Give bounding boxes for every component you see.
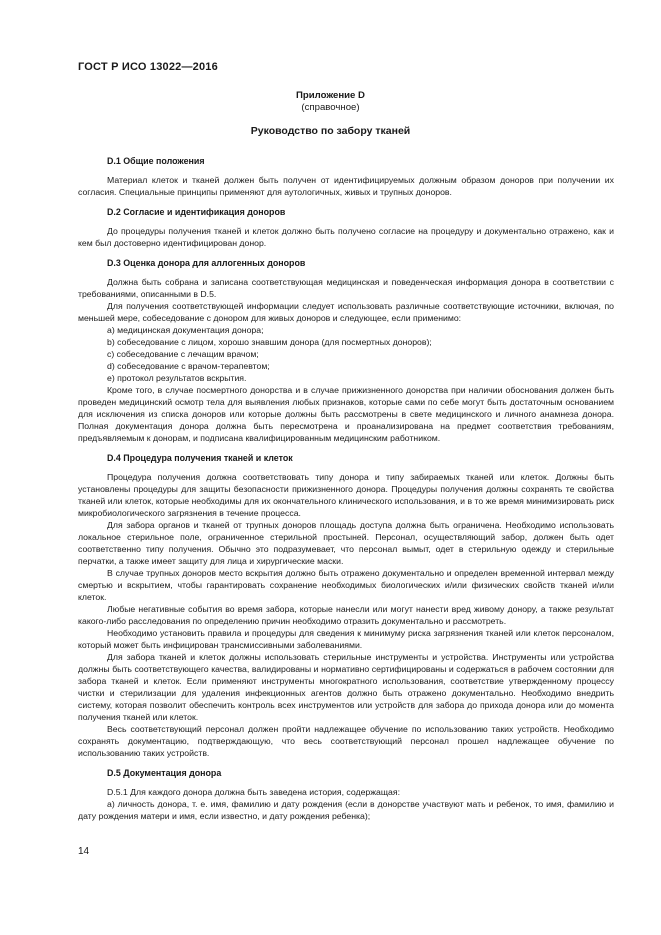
paragraph: В случае трупных доноров место вскрытия должно быть отражено документально и определен временной интервал между смертью и вскрытием, чтобы гарантировать сохранение необходимых биологических и/или физических свойств тканей и/или клеток. bbox=[78, 568, 614, 602]
section-d5 bbox=[78, 767, 614, 822]
paragraph: Для забора тканей и клеток должны использовать стерильные инструменты и устройства. Инструменты или устройства должны быть соответствующего качества, валидированы и нормативно сертифицированы и содержаться в рабочем состоянии для забора тканей и клеток. Если применяют инструменты многократного использования, соответствие утвержденному процессу чистки и стерилизации для удаления инфекционных агентов должно быть отражено документально. Необходимо внедрить систему, которая позволит обеспечить контроль всех инструментов или устройств для забора до прихода донора или до момента получения тканей или клеток. bbox=[78, 652, 614, 722]
document-body bbox=[78, 155, 614, 830]
paragraph: Необходимо установить правила и процедуры для сведения к минимуму риска загрязнения тканей или клеток персоналом, который может быть инфицирован трансмиссивными заболеваниями. bbox=[78, 628, 614, 650]
paragraph: Процедура получения должна соответствовать типу донора и типу забираемых тканей или клеток. Должны быть установлены процедуры для защиты безопасности прижизненного донора. Процедуры получения должны сохранять те свойства тканей или клеток, которые необходимы для их окончательного клинического использования, и в то же время минимизировать риск микробиологического загрязнения в течение процесса. bbox=[78, 472, 614, 518]
paragraph: Кроме того, в случае посмертного донорства и в случае прижизненного донорства при наличии обоснования должен быть проведен медицинский осмотр тела для выявления любых признаков, которые сами по себе могут быть достаточным основанием для исключения из списка доноров или которые должны быть рассмотрены в свете медицинского и личного анамнеза донора. Полная документация донора должна быть пересмотрена и проанализирована на предмет соответствия требованиям, предъявляемым к донорам, и подписана квалифицированным медицинским работником. bbox=[78, 385, 614, 443]
section-d2 bbox=[78, 206, 614, 249]
list-item: a) медицинская документация донора; bbox=[107, 325, 264, 335]
section-d1 bbox=[78, 155, 614, 198]
paragraph: Для получения соответствующей информации следует использовать различные соответствующие источники, включая, по меньшей мере, собеседование с донором для живых доноров и следующее, если применимо: bbox=[78, 301, 614, 323]
paragraph: Материал клеток и тканей должен быть получен от идентифицируемых должным образом доноров при получении их согласия. Специальные принципы применяют для аутологичных, живых и трупных доноров. bbox=[78, 175, 614, 197]
list-item: b) собеседование с лицом, хорошо знавшим донора (для посмертных доноров); bbox=[107, 337, 432, 347]
paragraph: Весь соответствующий персонал должен пройти надлежащее обучение по использованию таких устройств. Необходимо сохранять документацию, подтверждающую, что весь соответствующий персонал прошел надлежащее обучение по использованию таких устройств. bbox=[78, 724, 614, 758]
list-item: c) собеседование с лечащим врачом; bbox=[107, 349, 259, 359]
standard-header: ГОСТ Р ИСО 13022—2016 bbox=[78, 61, 218, 73]
annex-type: (справочное) bbox=[301, 101, 360, 113]
paragraph: D.5.1 Для каждого донора должна быть заведена история, содержащая: bbox=[107, 787, 400, 797]
section-heading: D.3 Оценка донора для аллогенных доноров bbox=[107, 258, 306, 268]
section-d3 bbox=[78, 257, 614, 444]
section-heading: D.4 Процедура получения тканей и клеток bbox=[107, 453, 293, 463]
section-heading: D.1 Общие положения bbox=[107, 156, 205, 166]
annex-number: Приложение D bbox=[296, 90, 365, 101]
paragraph: Любые негативные события во время забора, которые нанесли или могут нанести вред живому донору, а также результат какого-либо расследования по определению причин необходимо отразить документально и рассмотреть. bbox=[78, 604, 614, 626]
list-item: d) собеседование с врачом-терапевтом; bbox=[107, 361, 270, 371]
annex-block bbox=[78, 90, 583, 113]
paragraph: Для забора органов и тканей от трупных доноров площадь доступа должна быть ограничена. Необходимо использовать локальное стерильное поле, ограниченное стерильной простыней. Персонал, осуществляющий забор, должен быть одет соответственно типу получения. Обычно это подразумевает, что персонал вымыт, одет в стерильную одежду и стерильные перчатки, а также имеет защиту для лица и хирургические маски. bbox=[78, 520, 614, 566]
section-d4 bbox=[78, 452, 614, 759]
paragraph: Должна быть собрана и записана соответствующая медицинская и поведенческая информация донора в соответствии с требованиями, описанными в D.5. bbox=[78, 277, 614, 299]
list-item: e) протокол результатов вскрытия. bbox=[107, 373, 247, 383]
document-title: Руководство по забору тканей bbox=[250, 125, 411, 137]
section-heading: D.5 Документация донора bbox=[107, 768, 222, 778]
paragraph: a) личность донора, т. е. имя, фамилию и дату рождения (если в донорстве участвуют мать и ребенок, то имя, фамилию и дату рождения матери и имя, если известно, и дату рождения ребенка); bbox=[78, 799, 614, 821]
paragraph: До процедуры получения тканей и клеток должно быть получено согласие на процедуру и документально отражено, как и кем был достоверно идентифицирован донор. bbox=[78, 226, 614, 248]
page-number: 14 bbox=[78, 846, 90, 857]
section-heading: D.2 Согласие и идентификация доноров bbox=[107, 207, 286, 217]
